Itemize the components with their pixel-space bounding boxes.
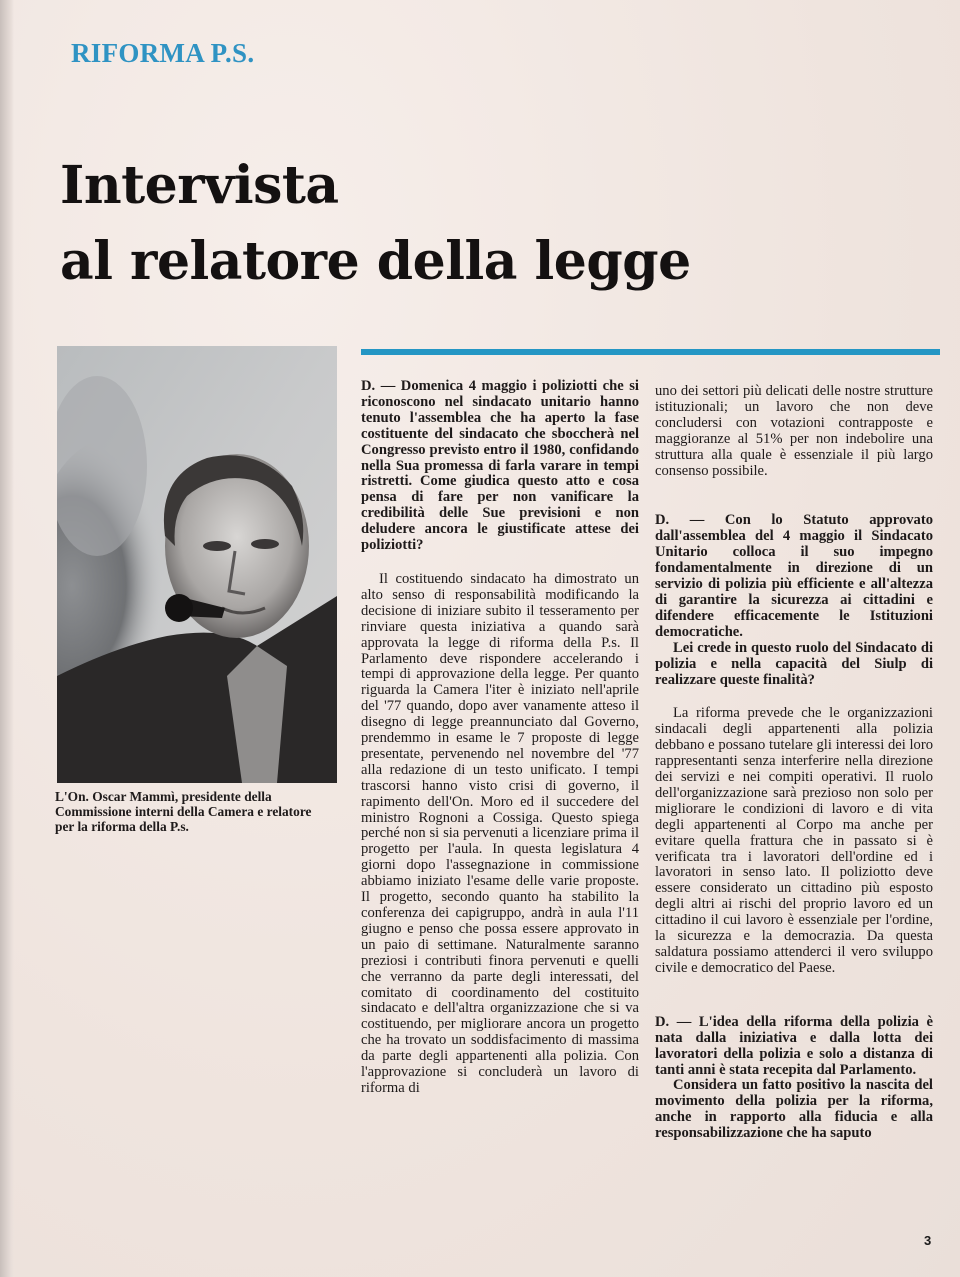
page-number: 3 (924, 1233, 932, 1248)
answer-1-continued: uno dei settori più delicati delle nostre strutture istituzionali; un lavoro che non deve concludersi con votazioni contrapposte e maggioranze al 51% per non indebolire una struttura alla quale è essenziale il più largo consenso possibile. (655, 383, 933, 479)
question-1: D. — Domenica 4 maggio i poliziotti che si riconoscono nel sindacato unitario hanno tenuto l'assemblea che ha aperto la fase costituente del sindacato che sboccherà nel Congresso previsto entro il 1980, confidando nella Sua promessa di farla varare in tempi ristretti. Come giudica questo atto e cosa pensa di fare per non vanificare la credibilità delle Sue previsioni e non deludere ancora le giustificate attese dei poliziotti? (361, 378, 639, 554)
headline (60, 148, 691, 300)
article-column-2 (655, 384, 933, 1142)
question-2-part-2: Lei crede in questo ruolo del Sindacato di polizia e nella capacità del Siulp di realizzare queste finalità? (655, 639, 933, 688)
answer-2: La riforma prevede che le organizzazioni sindacali degli appartenenti alla polizia debbano e possano tutelare gli interessi dei loro rappresentanti senza interferire nella direzione dei servizi e nei compiti operativi. Il ruolo dell'organizzazione sarà prezioso non solo per migliorare le condizioni di lavoro e di vita degli appartenenti al Corpo ma anche per evitare quella frattura che in passato si è verificata tra i lavoratori dell'ordine ed i lavoratori in senso lato. Il poliziotto deve essere considerato un cittadino più esposto degli altri ai rischi del proprio lavoro ed un cittadino il cui lavoro è essenziale per l'ordine, la sicurezza e la democrazia. Da questa saldatura possiamo attenderci il vero sviluppo civile e democratico del Paese. (655, 705, 933, 976)
headline-line-1: Intervista (60, 155, 339, 216)
question-3-part-2: Considera un fatto positivo la nascita del movimento della polizia per la riforma, anche in rapporto alla fiducia e alla responsabilizzazione che ha saputo (655, 1077, 933, 1142)
headline-line-2: al relatore della legge (60, 231, 691, 292)
photo-caption: L'On. Oscar Mammì, presidente della Commissione interni della Camera e relatore per la riforma della P.s. (55, 789, 312, 834)
question-2: D. — Con lo Statuto approvato dall'assemblea del 4 maggio il Sindacato Unitario colloca il suo impegno fondamentalmente in direzione di un servizio di polizia più efficiente e all'altezza di garantire la sicurezza ai cittadini e difendere efficacemente le Istituzioni democratiche. (655, 512, 933, 640)
accent-rule (361, 349, 940, 355)
portrait-photo (57, 346, 337, 783)
answer-1: Il costituendo sindacato ha dimostrato un alto senso di responsabilità modificando la decisione di iniziare subito il tesseramento per rinviare questa iniziativa a quando sarà approvata la legge di riforma della P.s. Il Parlamento deve rispondere accelerando i tempi di approvazione della legge. Per quanto riguarda la Camera l'iter è iniziato nell'aprile del '77 quando, dopo aver vanamente atteso il disegno di legge preannunciato dal Governo, prendemmo in esame le 7 proposte di legge presentate, pervenendo nel novembre del '77 alla redazione di un testo unificato. I tempi trascorsi hanno visto crisi di governo, il rapimento dell'On. Moro ed il succedere del ministro Rognoni a Cossiga. Questo spiega perché non si sia pervenuti a licenziare prima il progetto per l'aula. In questa legislatura 4 giorni dopo l'assegnazione in commissione abbiamo iniziato l'esame delle varie proposte. Il progetto, secondo quanto ha stabilito la conferenza dei capigruppo, andrà in aula l'11 giugno e penso che possa essere approvato in un paio di settimane. Naturalmente saranno preziosi i contributi finora pervenuti e quelli che verranno da parte degli interessati, del comitato di coordinamento del costituito sindacato e dell'altra organizzazione che si va costituendo, per migliorare ancora un progetto che ha trovato un soddisfacimento di massima da parte degli appartenenti alla polizia. Con l'approvazione si concluderà un lavoro di riforma di (361, 570, 639, 1096)
page-edge-shadow (0, 0, 14, 1277)
question-3: D. — L'idea della riforma della polizia è nata dalla iniziativa e dalla lotta dei lavoratori della polizia e solo a distanza di tanti anni è stata recepita dal Parlamento. (655, 1013, 933, 1078)
portrait-illustration (57, 346, 337, 783)
article-column-1 (361, 379, 639, 1097)
section-label: RIFORMA P.S. (71, 38, 255, 68)
